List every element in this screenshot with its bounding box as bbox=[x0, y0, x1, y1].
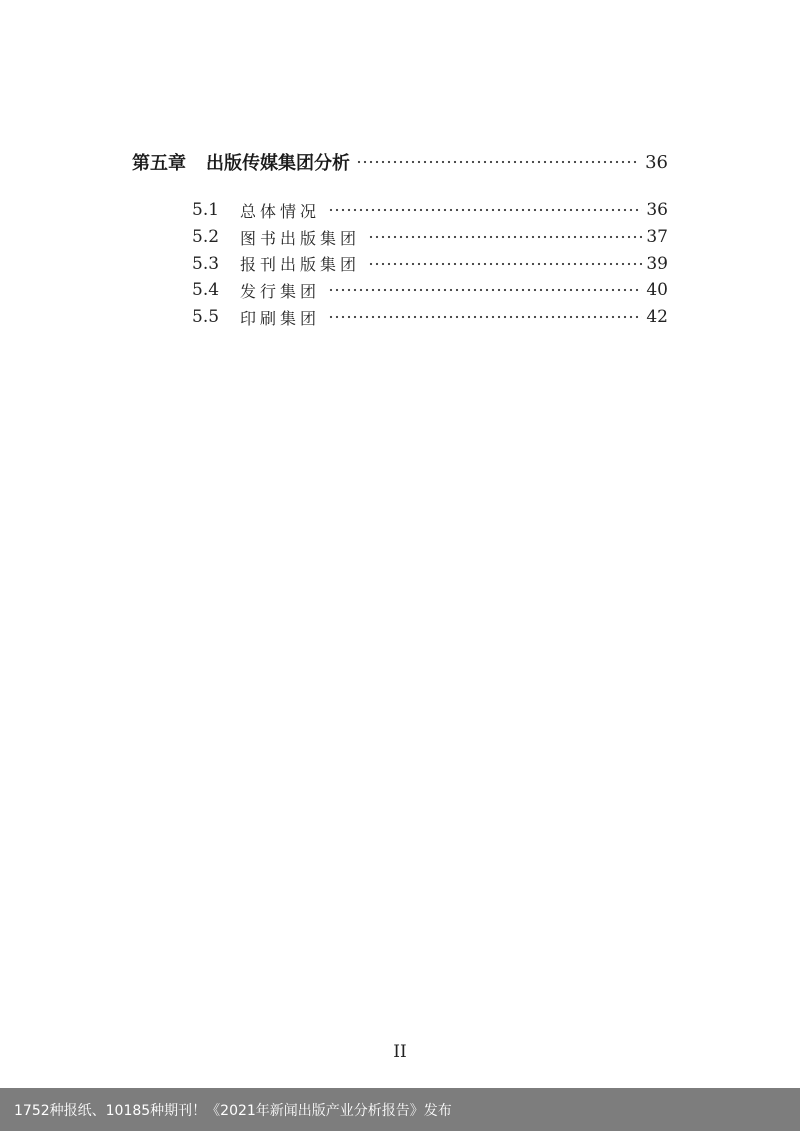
toc-chapter-entry bbox=[132, 148, 668, 176]
section-page-number: 40 bbox=[646, 280, 668, 301]
section-title: 总体情况 bbox=[240, 201, 321, 221]
chapter-title: 出版传媒集团分析 bbox=[206, 153, 350, 174]
section-number: 5.2 bbox=[192, 227, 220, 248]
section-number: 5.3 bbox=[192, 253, 220, 274]
toc-section-entry bbox=[192, 224, 668, 251]
section-page-number: 37 bbox=[646, 227, 668, 248]
section-page-number: 42 bbox=[646, 307, 668, 328]
chapter-number: 第五章 bbox=[132, 153, 186, 174]
toc-section-entry bbox=[192, 277, 668, 304]
caption-text: 1752种报纸、10185种期刊！《2021年新闻出版产业分析报告》发布 bbox=[14, 1102, 452, 1119]
section-page-number: 39 bbox=[646, 253, 668, 274]
dot-leader bbox=[328, 204, 642, 216]
section-number: 5.1 bbox=[192, 200, 220, 221]
toc-section-entry bbox=[192, 304, 668, 331]
section-number: 5.5 bbox=[192, 307, 220, 328]
dot-leader bbox=[356, 156, 639, 168]
dot-leader bbox=[328, 284, 642, 296]
dot-leader bbox=[368, 258, 642, 270]
chapter-page-number: 36 bbox=[645, 151, 668, 173]
footer-page-number: II bbox=[393, 1042, 407, 1062]
section-title: 图书出版集团 bbox=[240, 228, 361, 248]
section-title: 发行集团 bbox=[240, 281, 321, 301]
dot-leader bbox=[368, 231, 642, 243]
section-number: 5.4 bbox=[192, 280, 220, 301]
toc-section-entry bbox=[192, 197, 668, 224]
caption-bar bbox=[0, 1088, 800, 1131]
dot-leader bbox=[328, 311, 642, 323]
section-title: 报刊出版集团 bbox=[240, 255, 361, 275]
toc-section-entry bbox=[192, 250, 668, 277]
section-title: 印刷集团 bbox=[240, 308, 321, 328]
section-page-number: 36 bbox=[646, 200, 668, 221]
toc-section-list bbox=[192, 197, 668, 330]
